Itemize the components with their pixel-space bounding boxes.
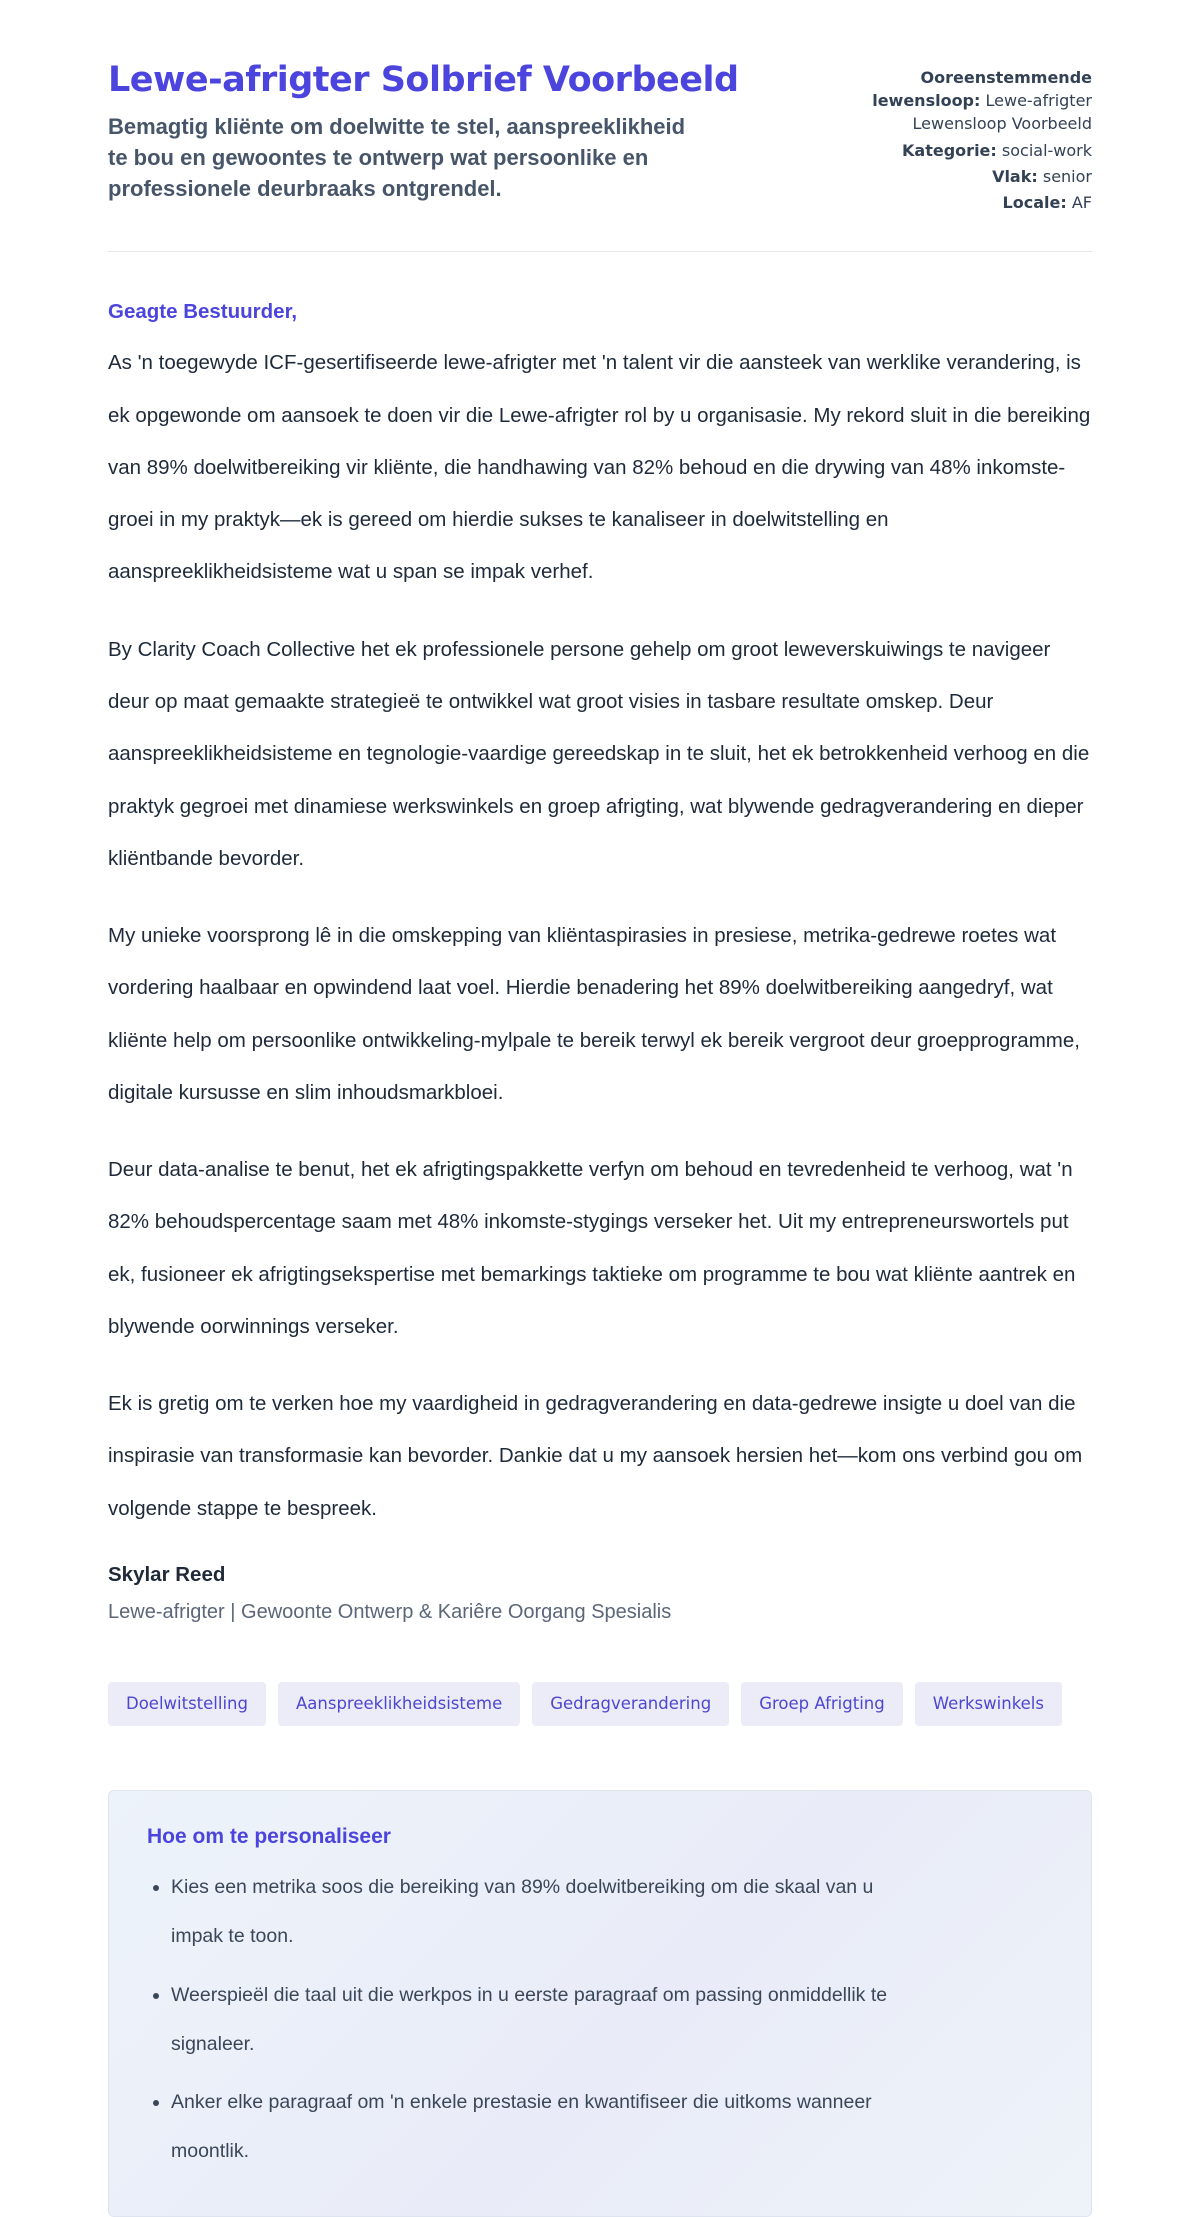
document-meta-block [860,60,1092,217]
callout-bullet: • Anker elke paragraaf om 'n enkele prestasie en kwantifiseer die uitkoms wanneer moontlik. [171,2078,907,2176]
header-divider [108,251,1092,252]
meta-row-level [860,165,1092,188]
meta-label: Locale: [1002,192,1067,212]
letter-paragraph: Ek is gretig om te verken hoe my vaardigheid in gedragverandering en data-gedrewe insigte u doel van die inspirasie van transformasie kan bevorder. Dankie dat u my aansoek hersien het—kom ons verbind gou om volgende stappe te bespreek. [108,1392,1083,1520]
meta-value: Lewe-afrigter Lewensloop Voorbeeld [912,91,1092,134]
letter-paragraph: As 'n toegewyde ICF-gesertifiseerde lewe-afrigter met 'n talent vir die aansteek van werklike verandering, is ek opgewonde om aansoek te doen vir die Lewe-afrigter rol by u organisasie. My rekord sluit in die bereiking van 89% doelwitbereiking vir kliënte, die handhawing van 82% behoud en die drywing van 48% inkomste-groei in my praktyk—ek is gereed om hierdie sukses te kanaliseer in doelwitstelling en aanspreeklikheidsisteme wat u span se impak verhef. [108,351,1091,584]
meta-label: Vlak: [992,166,1038,186]
letter-paragraph: By Clarity Coach Collective het ek professionele persone gehelp om groot leweverskuiwings te navigeer deur op maat gemaakte strategieë te ontwikkel wat groot visies in tasbare resultate omskep. Deur aanspreeklikheidsisteme en tegnologie-vaardige gereedskap in te sluit, het ek betrokkenheid verhoog en die praktyk gegroei met dinamiese werkswinkels en groep afrigting, wat blywende gedragverandering en dieper kliëntbande bevorder. [108,637,1090,870]
cover-letter-body [108,286,1092,1624]
meta-value: senior [1042,166,1092,186]
letter-paragraph: My unieke voorsprong lê in die omskepping van kliëntaspirasies in presiese, metrika-gedrewe roetes wat vordering haalbaar en opwindend laat voel. Hierdie benadering het 89% doelwitbereiking aangedryf, wat kliënte help om persoonlike ontwikkeling-mylpale te bereik terwyl ek bereik vergroot deur groepprogramme, digitale kursusse en slim inhoudsmarkbloei. [108,924,1080,1104]
skill-tag: Groep Afrigting [741,1682,903,1727]
letter-paragraph: Deur data-analise te benut, het ek afrigtingspakkette verfyn om behoud en tevredenheid te verhoog, wat 'n 82% behoudspercentage saam met 48% inkomste-stygings verseker het. Uit my entrepreneurswortels put ek, fusioneer ek afrigtingsekspertise met bemarkings taktieke om programme te bou wat kliënte aantrek en blywende oorwinnings verseker. [108,1158,1076,1338]
signature-name: Skylar Reed [108,1562,226,1586]
meta-row-category [860,139,1092,162]
skill-tag: Aanspreeklikheidsisteme [278,1682,520,1727]
meta-label: Ooreenstemmende lewensloop: [872,68,1092,111]
page-title: Lewe-afrigter Solbrief Voorbeeld [108,60,739,100]
meta-label: Kategorie: [902,140,997,160]
signature-role: Lewe-afrigter | Gewoonte Ontwerp & Kariêre Oorgang Spesialis [108,1600,672,1623]
skill-tag: Gedragverandering [532,1682,729,1727]
header-title-block [108,60,768,217]
meta-value: social-work [1001,140,1092,160]
meta-value: AF [1071,192,1092,212]
personalization-tips-callout [108,1790,1092,2217]
letter-greeting: Geagte Bestuurder, [108,300,298,324]
document-header [108,60,1092,217]
callout-bullet-list [147,1863,907,2176]
page-subtitle: Bemagtig kliënte om doelwitte te stel, aanspreeklikheid te bou en gewoontes te ontwerp wat persoonlike en professionele deurbraaks ontgrendel. [108,114,686,201]
callout-bullet: • Weerspieël die taal uit die werkpos in u eerste paragraaf om passing onmiddellik te signaleer. [171,1971,907,2069]
skill-tags-row [108,1682,1092,1727]
skill-tag: Doelwitstelling [108,1682,266,1727]
callout-bullet: • Kies een metrika soos die bereiking van 89% doelwitbereiking om die skaal van u impak te toon. [171,1863,907,1961]
meta-row-matching-resume [860,66,1092,136]
skill-tag: Werkswinkels [915,1682,1062,1727]
callout-title: Hoe om te personaliseer [147,1825,391,1849]
document-page [108,0,1092,2217]
meta-row-locale [860,191,1092,214]
